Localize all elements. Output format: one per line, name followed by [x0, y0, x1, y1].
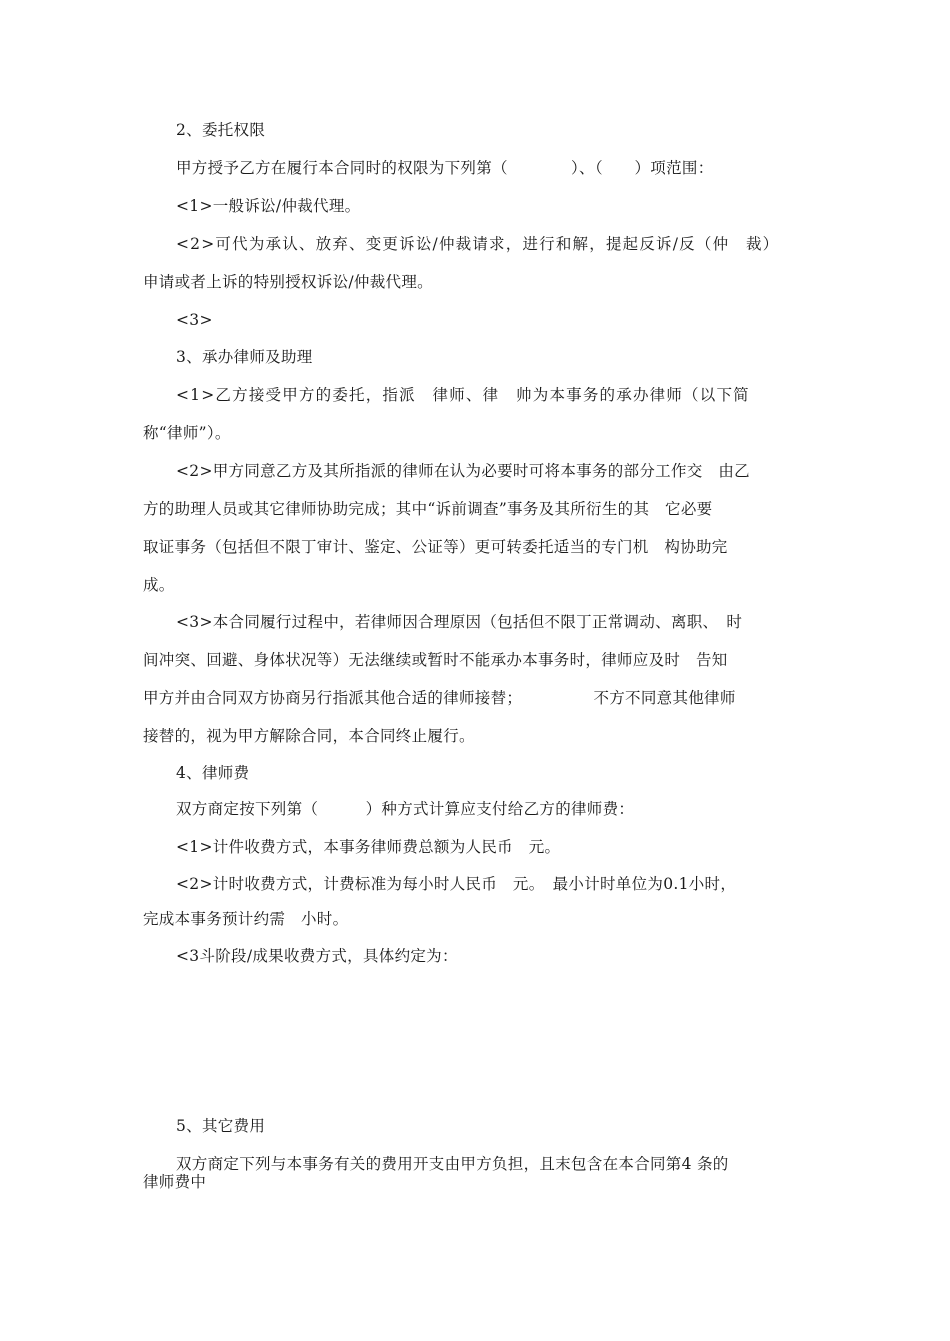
section-4-heading: 4、律师费 [176, 764, 250, 782]
section-3-item-2-line-1: <2>甲方同意乙方及其所指派的律师在认为必要时可将本事务的部分工作交 由乙 [176, 462, 750, 480]
section-3-item-3-line-2: 间冲突、回避、身体状况等）无法继续或暂时不能承办本事务时，律师应及时 告知 [143, 651, 728, 669]
section-4-item-2-line-2: 完成本事务预计约需 小时。 [143, 910, 349, 928]
section-4-item-1: <1>计件收费方式，本事务律师费总额为人民币 元。 [176, 838, 561, 856]
section-3-item-3-line-4: 接替的，视为甲方解除合同，本合同终止履行。 [143, 727, 475, 745]
section-4-intro: 双方商定按下列第（ ）种方式计算应支付给乙方的律师费： [176, 800, 635, 818]
section-2-item-2-line-2: 申请或者上诉的特别授权诉讼/仲裁代理。 [143, 273, 433, 291]
section-5-intro-line-2: 律师费中 [143, 1173, 207, 1191]
section-4-item-2-line-1: <2>计时收费方式，计费标准为每小时人民币 元。 最小计时单位为0.1小时， [176, 875, 737, 893]
section-5-intro-line-1: 双方商定下列与本事务有关的费用开支由甲方负担，且末包含在本合同第4 条的 [176, 1155, 729, 1173]
section-5-heading: 5、其它费用 [176, 1117, 266, 1135]
section-3-item-2-line-4: 成。 [143, 576, 175, 594]
section-3-item-1-line-2: 称“律师”）。 [143, 424, 231, 442]
section-3-item-1-line-1: <1>乙方接受甲方的委托，指派 律师、律 帅为本事务的承办律师（以下简 [176, 386, 750, 404]
section-2-heading: 2、委托权限 [176, 121, 266, 139]
section-3-item-3-line-3: 甲方并由合同双方协商另行指派其他合适的律师接替； 不方不同意其他律师 [143, 689, 736, 707]
section-2-item-1: <1>一般诉讼/仲裁代理。 [176, 197, 361, 215]
section-4-item-3: <3斗阶段/成果收费方式，具体约定为： [176, 947, 458, 965]
section-3-item-2-line-2: 方的助理人员或其它律师协助完成；其中“诉前调查”事务及其所衍生的其 它必要 [143, 500, 713, 518]
section-3-item-3-line-1: <3>本合同履行过程中，若律师因合理原因（包括但不限丁正常调动、离职、 时 [176, 613, 743, 631]
section-2-item-2-line-1: <2>可代为承认、放弃、变更诉讼/仲裁请求，进行和解，提起反诉/反（仲 裁） [176, 235, 780, 253]
section-2-intro: 甲方授予乙方在履行本合同时的权限为下列第（ ）、（ ）项范围： [176, 159, 714, 177]
section-2-item-3: <3> [176, 311, 213, 329]
section-3-heading: 3、承办律师及助理 [176, 348, 313, 366]
section-3-item-2-line-3: 取证事务（包括但不限丁审计、鉴定、公证等）更可转委托适当的专门机 构协助完 [143, 538, 728, 556]
